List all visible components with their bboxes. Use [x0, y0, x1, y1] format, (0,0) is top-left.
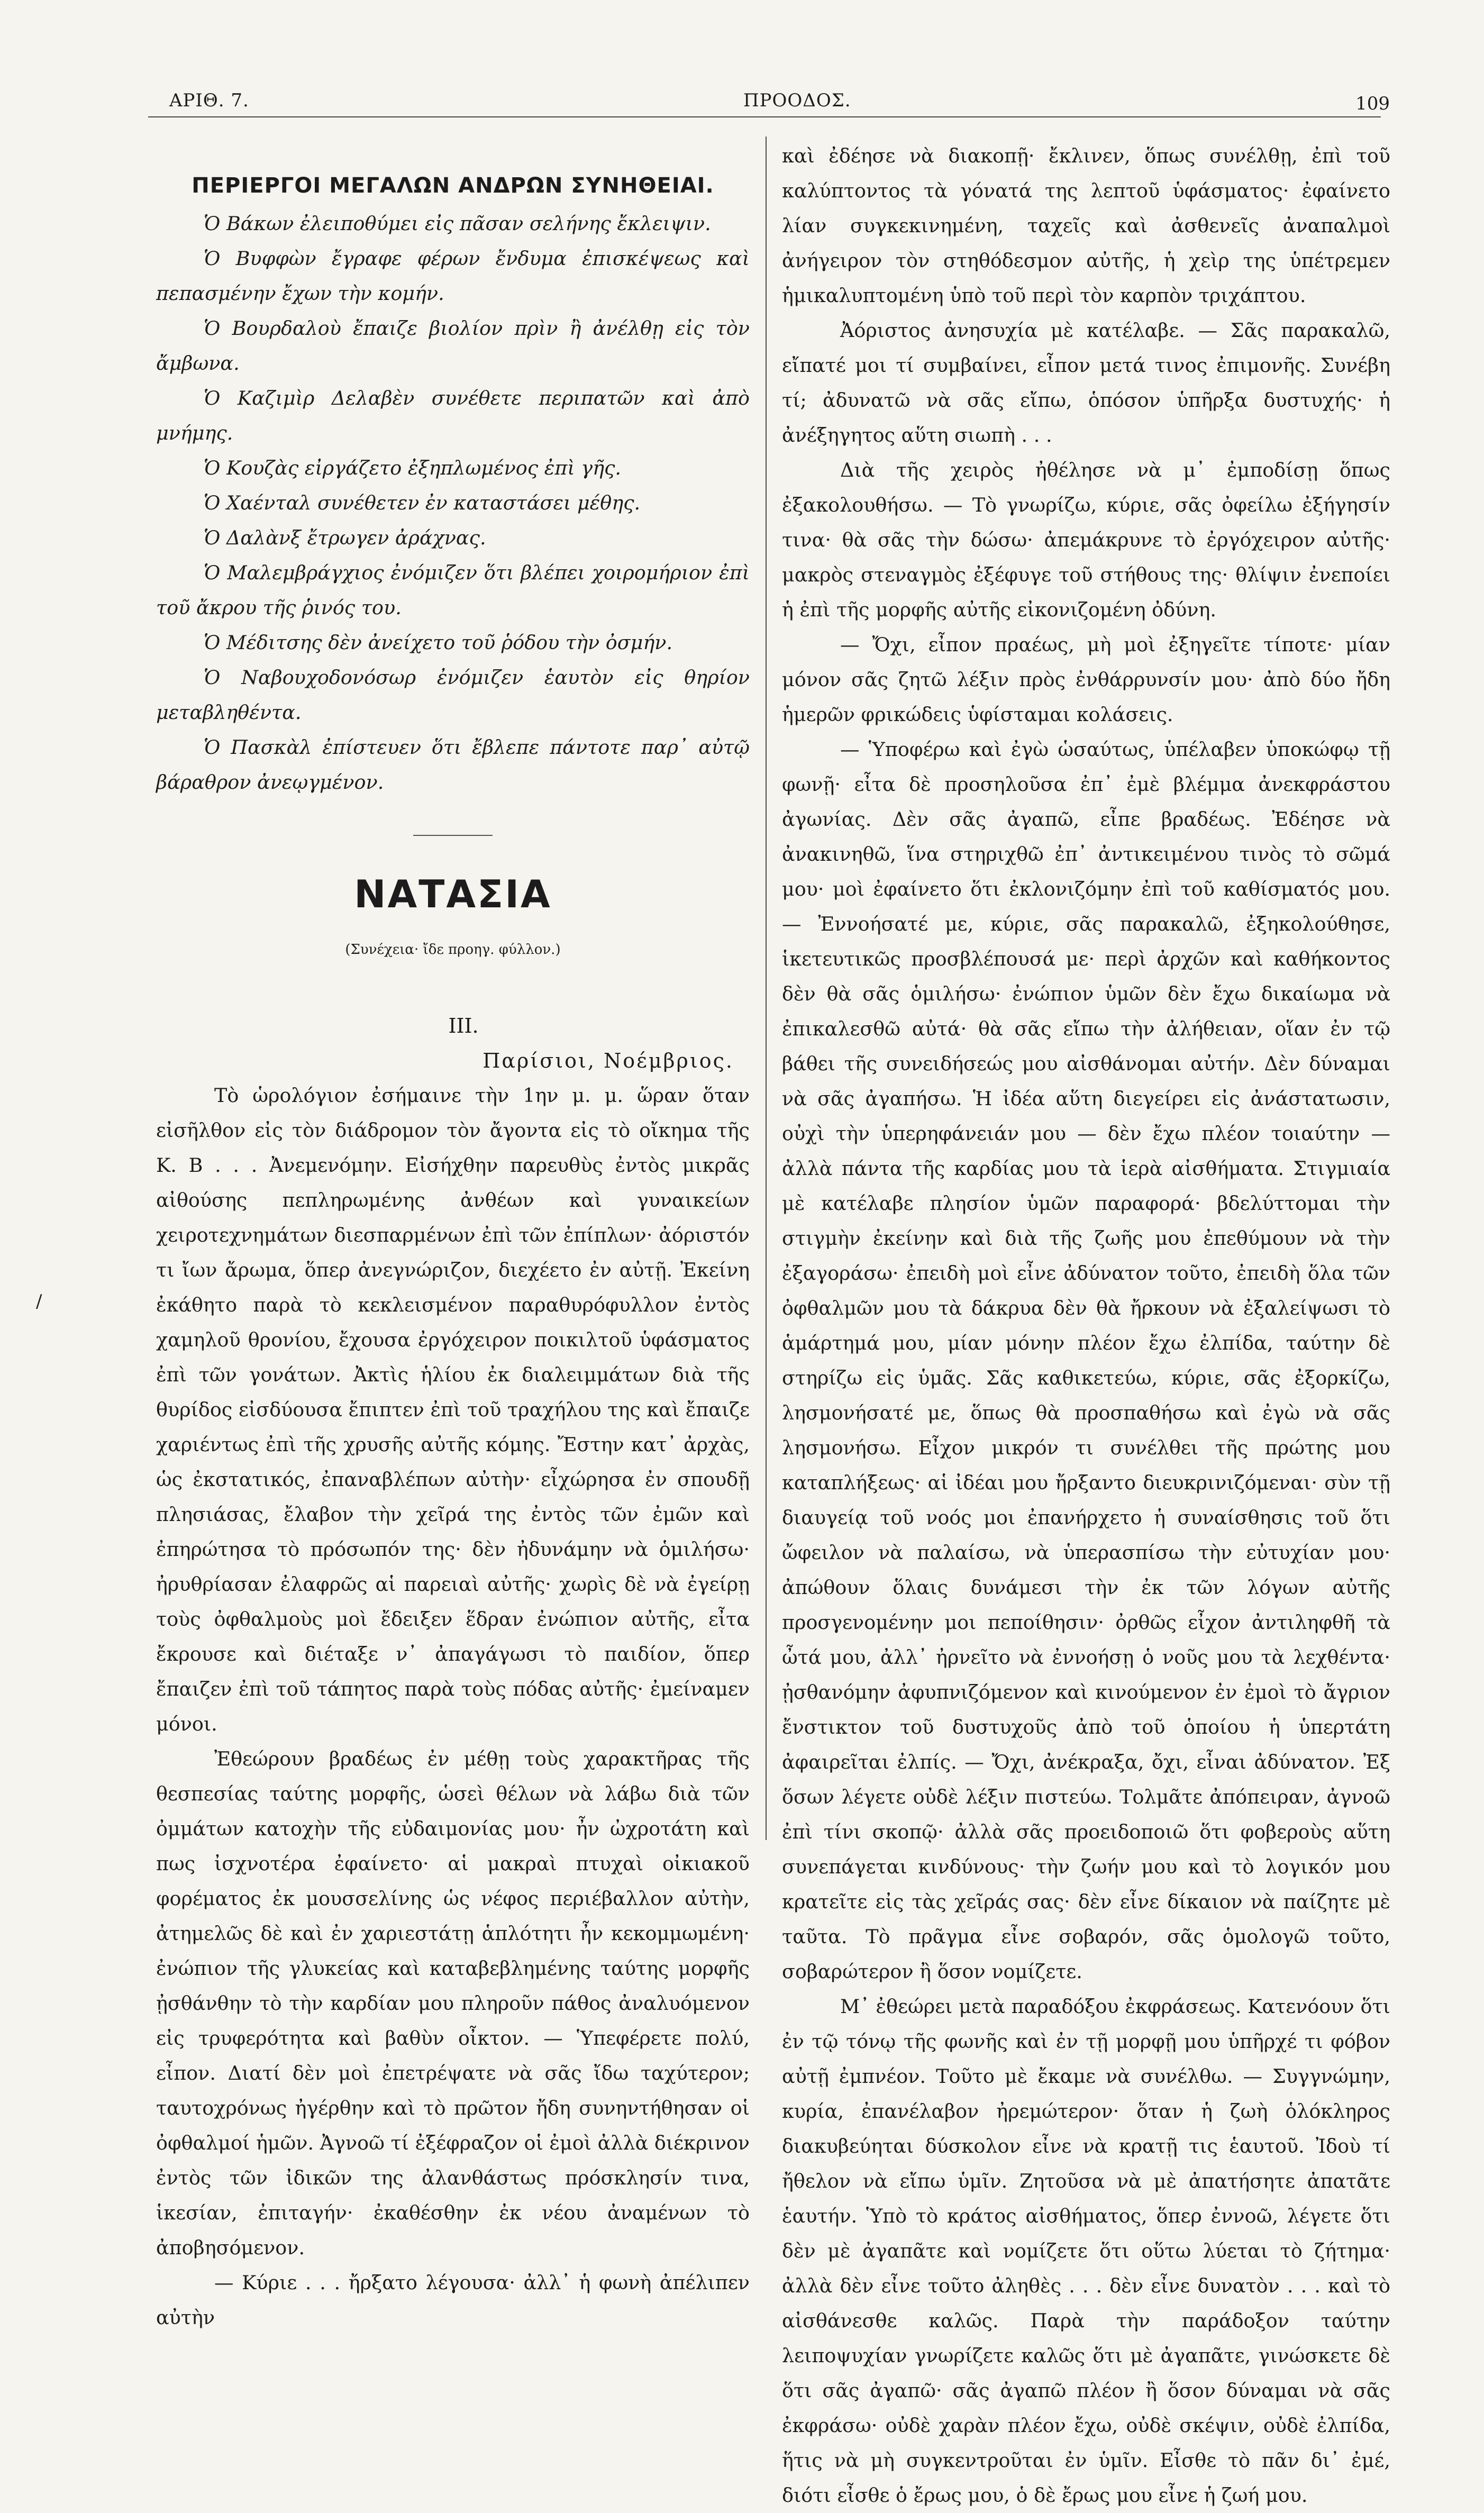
chapter-number: III. [448, 1014, 479, 1037]
place-date: Παρίσιοι, Νοέμβριος. [482, 1049, 734, 1072]
story-paragraph: Ἐθεώρουν βραδέως ἐν μέθῃ τοὺς χαρακτῆρας τῆς θεσπεσίας ταύτης μορφῆς, ὡσεὶ θέλων νὰ λάβω διὰ τῶν ὀμμάτων κατοχὴν τῆς εὐδαιμονίας μου· ἦν ὠχροτάτη καὶ πως ἰσχνοτέρα ἐφαίνετο· αἱ μακραὶ πτυχαὶ οἰκιακοῦ φορέματος ἐκ μουσσελίνης ὡς νέφος περιέβαλλον αὐτὴν, ἀτημελῶς δὲ καὶ ἐν χαριεστάτῃ ἁπλότητι ἦν κεκομμωμένη· ἐνώπιον τῆς γλυκείας καὶ καταβεβλημένης ταύτης μορφῆς ᾐσθάνθην τὸ τὴν καρδίαν μου πληροῦν πάθος ἀναλυόμενον εἰς τρυφερότητα καὶ βαθὺν οἶκτον. — Ὑπεφέρετε πολύ, εἶπον. Διατί δὲν μοὶ ἐπετρέψατε νὰ σᾶς ἴδω ταχύτερον; ταυτοχρόνως ἠγέρθην καὶ τὸ πρῶτον ἤδη συνηντήθησαν οἱ ὀφθαλμοί ἡμῶν. Ἀγνοῶ τί ἐξέφραζον οἱ ἐμοὶ ἀλλὰ διέκρινον ἐντὸς τῶν ἰδικῶν της ἀλανθάστως πρόσκλησίν τινα, ἱκεσίαν, ἐπιταγήν· ἐκαθέσθην ἐκ νέου ἀναμένων τὸ ἀποβησόμενον. [156, 1747, 750, 2259]
story-paragraph: καὶ ἐδέησε νὰ διακοπῇ· ἔκλινεν, ὅπως συνέλθῃ, ἐπὶ τοῦ καλύπτοντος τὰ γόνατά της λεπτοῦ ὑφάσματος· ἐφαίνετο λίαν συγκεκινημένη, ταχεῖς καὶ ἀσθενεῖς ἀναπαλμοὶ ἀνήγειρον τὸν στηθόδεσμον αὐτῆς, ἡ χεὶρ της ὑπέτρεμεν ἡμικαλυπτομένη ὑπὸ τοῦ περὶ τὸν καρπὸν τριχάπτου. [782, 144, 1390, 307]
quote-item: Ὁ Δαλὰνξ ἔτρωγεν ἀράχνας. [204, 526, 486, 549]
quote-item: Ὁ Χαένταλ συνέθετεν ἐν καταστάσει μέθης. [204, 491, 641, 514]
story-title: ΝΑΤΑΣΙΑ [354, 872, 552, 916]
story-paragraph: Ἀόριστος ἀνησυχία μὲ κατέλαβε. — Σᾶς παρακαλῶ, εἴπατέ μοι τί συμβαίνει, εἶπον μετά τινος ἐπιμονῆς. Συνέβη τί; ἀδυνατῶ νὰ σᾶς εἴπω, ὁπόσον ὑπῆρξα δυστυχής· ἡ ἀνέξηγητος αὕτη σιωπὴ . . . [782, 319, 1390, 447]
story-paragraph: — Ὑποφέρω καὶ ἐγὼ ὡσαύτως, ὑπέλαβεν ὑποκώφῳ τῇ φωνῇ· εἶτα δὲ προσηλοῦσα ἐπ᾽ ἐμὲ βλέμμα ἀνεκφράστου ἀγωνίας. Δὲν σᾶς ἀγαπῶ, εἶπε βραδέως. Ἐδέησε νὰ ἀνακινηθῶ, ἵνα στηριχθῶ ἐπ᾽ ἀντικειμένου τινὸς τὸ σῶμά μου· μοὶ ἐφαίνετο ὅτι ἐκλονιζόμην ἐπὶ τοῦ καθίσματός μου. — Ἐννοήσατέ με, κύριε, σᾶς παρακαλῶ, ἐξηκολούθησε, ἱκετευτικῶς προσβλέπουσά με· περὶ ἀρχῶν καὶ καθήκοντος δὲν θὰ σᾶς ὁμιλήσω· ἐνώπιον ὑμῶν δὲν ἔχω δικαίωμα νὰ ἐπικαλεσθῶ αὐτά· θὰ σᾶς εἴπω τὴν ἀλήθειαν, οἵαν ἐν τῷ βάθει τῆς συνειδήσεώς μου αἰσθάνομαι αὐτήν. Δὲν δύναμαι νὰ σᾶς ἀγαπήσω. Ἡ ἰδέα αὕτη διεγείρει εἰς ἀνάστατωσιν, οὐχὶ τὴν ὑπερηφάνειάν μου — δὲν ἔχω πλέον τοιαύτην — ἀλλὰ πάντα τῆς καρδίας μου τὰ ἱερὰ αἰσθήματα. Στιγμιαία μὲ κατέλαβε πλησίον ὑμῶν παραφορά· βδελύττομαι τὴν στιγμὴν ἐκείνην καὶ διὰ τῆς ζωῆς μου ἐπεθύμουν νὰ τὴν ἐξαγοράσω· ἐπειδὴ μοὶ εἶνε ἀδύνατον τοῦτο, ἐπειδὴ ὅλα τῶν ὀφθαλμῶν μου τὰ δάκρυα δὲν θὰ ἤρκουν νὰ ἐξαλείψωσι τὸ ἁμάρτημά μου, μίαν μόνην πλέον ἔχω ἐλπίδα, ταύτην δὲ στηρίζω εἰς ὑμᾶς. Σᾶς καθικετεύω, κύριε, σᾶς ἐξορκίζω, λησμονήσατέ με, ὅπως θὰ προσπαθήσω καὶ ἐγὼ νὰ σᾶς λησμονήσω. Εἶχον μικρόν τι συνέλθει τῆς πρώτης μου καταπλήξεως· αἱ ἰδέαι μου ἤρξαντο διευκρινιζόμεναι· σὺν τῇ διαυγείᾳ τοῦ νοός μοι ἐπανήρχετο ἡ συναίσθησις τοῦ ὅτι ὤφειλον νὰ παλαίσω, νὰ ὑπερασπίσω τὴν εὐτυχίαν μου· ἀπώθουν ὅλαις δυνάμεσι τὴν ἐκ τῶν λόγων αὐτῆς προσγενομένην μοι πεποίθησιν· ὀρθῶς εἶχον ἀντιληφθῆ τὰ ὦτά μου, ἀλλ᾽ ἠρνεῖτο νὰ ἐννοήσῃ ὁ νοῦς μου τὰ λεχθέντα· ᾐσθανόμην ἀφυπνιζόμενον καὶ κινούμενον ἐν ἐμοὶ τὸ ἄγριον ἔνστικτον τοῦ δυστυχοῦς ἀπὸ τοῦ ὁποίου ἡ ὑπερτάτη ἀφαιρεῖται ἐλπίς. — Ὄχι, ἀνέκραξα, ὄχι, εἶναι ἀδύνατον. Ἐξ ὅσων λέγετε οὐδὲ λέξιν πιστεύω. Τολμᾶτε ἀπόπειραν, ἀγνοῶ ἐπὶ τίνι σκοπῷ· ἀλλὰ σᾶς προειδοποιῶ ὅτι φοβεροὺς αὕτη συνεπάγεται κινδύνους· τὴν ζωήν μου καὶ τὸ λογικόν μου κρατεῖτε εἰς τὰς χεῖράς σας· δὲν εἶνε δίκαιον νὰ παίζητε μὲ ταῦτα. Τὸ πρᾶγμα εἶνε σοβαρόν, σᾶς ὁμολογῶ τοῦτο, σοβαρώτερον ἢ ὅσον νομίζετε. [782, 738, 1390, 1983]
right-column [782, 139, 1390, 2513]
column-rule [766, 136, 767, 1840]
story-paragraph: — Κύριε . . . ἤρξατο λέγουσα· ἀλλ᾽ ἡ φωνὴ ἀπέλιπεν αὐτὴν [156, 2271, 750, 2329]
journal-title: ΠΡΟΟΔΟΣ. [743, 90, 851, 111]
issue-number: ΑΡΙΘ. 7. [169, 90, 249, 111]
quote-item: Ὁ Βυφφὼν ἔγραφε φέρων ἔνδυμα ἐπισκέψεως καὶ πεπασμένην ἔχων τὴν κομήν. [156, 247, 750, 305]
story-note: (Συνέχεια· ἴδε προηγ. φύλλον.) [345, 942, 561, 958]
section-divider [413, 835, 493, 836]
quote-item: Ὁ Βάκων ἐλειποθύμει εἰς πᾶσαν σελήνης ἔκλειψιν. [204, 212, 711, 235]
quote-item: Ὁ Μέδιτσης δὲν ἀνείχετο τοῦ ῥόδου τὴν ὀσμήν. [204, 631, 673, 654]
quote-item: Ὁ Κουζὰς εἰργάζετο ἐξηπλωμένος ἐπὶ γῆς. [204, 457, 622, 479]
quote-item: Ὁ Μαλεμβράγχιος ἐνόμιζεν ὅτι βλέπει χοιρομήριον ἐπὶ τοῦ ἄκρου τῆς ῥινός του. [156, 561, 750, 619]
story-paragraph: Τὸ ὡρολόγιον ἐσήμαινε τὴν 1ην μ. μ. ὥραν ὅταν εἰσῆλθον εἰς τὸν διάδρομον τὸν ἄγοντα εἰς τὸ οἴκημα τῆς Κ. Β . . . Ἀνεμενόμην. Εἰσήχθην παρευθὺς ἐντὸς μικρᾶς αἰθούσης πεπληρωμένης ἀνθέων καὶ γυναικείων χειροτεχνημάτων διεσπαρμένων ἐπὶ τῶν ἐπίπλων· ἀόριστόν τι ἴων ἄρωμα, ὅπερ ἀνεγνώριζον, διεχέετο ἐν αὐτῇ. Ἐκείνη ἐκάθητο παρὰ τὸ κεκλεισμένον παραθυρόφυλλον ἐντὸς χαμηλοῦ θρονίου, ἔχουσα ἐργόχειρον ποικιλτοῦ ὑφάσματος ἐπὶ τῶν γονάτων. Ἀκτὶς ἡλίου ἐκ διαλειμμάτων διὰ τῆς θυρίδος εἰσδύουσα ἔπιπτεν ἐπὶ τοῦ τραχήλου της καὶ ἔπαιζε χαριέντως ἐπὶ τῆς χρυσῆς αὐτῆς κόμης. Ἔστην κατ᾽ ἀρχὰς, ὡς ἐκστατικός, ἐπαναβλέπων αὐτὴν· εἶχώρησα ἐν σπουδῇ πλησιάσας, ἔλαβον τὴν χεῖρά της ἐντὸς τῶν ἐμῶν καὶ ἐπηρώτησα τὸ πρόσωπόν της· δὲν ἠδυνάμην νὰ ὁμιλήσω· ἠρυθρίασαν ἐλαφρῶς αἱ παρειαὶ αὐτῆς· χωρὶς δὲ νὰ ἐγείρῃ τοὺς ὀφθαλμοὺς μοὶ ἔδειξεν ἕδραν ἐνώπιον αὐτῆς, εἶτα ἔκρουσε καὶ διέταξε ν᾽ ἀπαγάγωσι τὸ παιδίον, ὅπερ ἔπαιζεν ἐπὶ τοῦ τάπητος παρὰ τοὺς πόδας αὐτῆς· ἐμείναμεν μόνοι. [156, 1084, 750, 1735]
story-paragraph: Μ᾽ ἐθεώρει μετὰ παραδόξου ἐκφράσεως. Κατενόουν ὅτι ἐν τῷ τόνῳ τῆς φωνῆς καὶ ἐν τῇ μορφῇ μου ὑπῆρχέ τι φόβον αὐτῇ ἐμπνέον. Τοῦτο μὲ ἔκαμε νὰ συνέλθω. — Συγγνώμην, κυρία, ἐπανέλαβον ἠρεμώτερον· ὅταν ἡ ζωὴ ὁλόκληρος διακυβεύηται δύσκολον εἶνε νὰ κρατῇ τις ἑαυτοῦ. Ἰδοὺ τί ἤθελον νὰ εἴπω ὑμῖν. Ζητοῦσα νὰ μὲ ἀπατήσητε ἀπατᾶτε ἑαυτήν. Ὑπὸ τὸ κράτος αἰσθήματος, ὅπερ ἐννοῶ, λέγετε ὅτι δὲν μὲ ἀγαπᾶτε καὶ νομίζετε ὅτι οὕτω λύεται τὸ ζήτημα· ἀλλὰ δὲν εἶνε τοῦτο ἀληθὲς . . . δὲν εἶνε δυνατὸν . . . καὶ τὸ αἰσθάνεσθε καλῶς. Παρὰ τὴν παράδοξον ταύτην λειποψυχίαν γνωρίζετε καλῶς ὅτι μὲ ἀγαπᾶτε, γινώσκετε δὲ ὅτι σᾶς ἀγαπῶ· σᾶς ἀγαπῶ πλέον ἢ ὅσον δύναμαι νὰ σᾶς ἐκφράσω· οὐδὲ χαρὰν πλέον ἔχω, οὐδὲ σκέψιν, οὐδὲ ἐλπίδα, ἥτις νὰ μὴ συγκεντροῦται ἐν ὑμῖν. Εἶσθε τὸ πᾶν δι᾽ ἐμέ, διότι εἶσθε ὁ ἔρως μου, ὁ δὲ ἔρως μου εἶνε ἡ ζωή μου. [782, 1995, 1390, 2507]
story-paragraph: Διὰ τῆς χειρὸς ἠθέλησε νὰ μ᾽ ἐμποδίσῃ ὅπως ἐξακολουθήσω. — Τὸ γνωρίζω, κύριε, σᾶς ὀφείλω ἐξήγησίν τινα· θὰ σᾶς τὴν δώσω· ἀπεμάκρυνε τὸ ἐργόχειρον αὐτῆς· μακρὸς στεναγμὸς ἐξέφυγε τοῦ στήθους της· θλίψιν ἐνεποίει ἡ ἐπὶ τῆς μορφῆς αὐτῆς εἰκονιζομένη ὀδύνη. [782, 459, 1390, 621]
quote-item: Ὁ Βουρδαλοὺ ἔπαιζε βιολίον πρὶν ἢ ἀνέλθῃ εἰς τὸν ἄμβωνα. [156, 317, 750, 375]
quote-item: Ὁ Πασκὰλ ἐπίστευεν ὅτι ἔβλεπε πάντοτε παρ᾽ αὐτῷ βάραθρον ἀνεῳγμένον. [156, 736, 750, 794]
quote-item: Ὁ Καζιμὶρ Δελαβὲν συνέθετε περιπατῶν καὶ ἀπὸ μνήμης. [156, 387, 750, 444]
header-rule [148, 116, 1381, 117]
left-column [156, 143, 750, 2335]
quotes-list [156, 206, 750, 800]
margin-mark: / [36, 1291, 42, 1312]
quote-item: Ὁ Ναβουχοδονόσωρ ἐνόμιζεν ἑαυτὸν εἰς θηρίον μεταβληθέντα. [156, 666, 750, 724]
page-number: 109 [1355, 93, 1390, 114]
story-paragraph: — Ὄχι, εἶπον πραέως, μὴ μοὶ ἐξηγεῖτε τίποτε· μίαν μόνον σᾶς ζητῶ λέξιν πρὸς ἐνθάρρυνσίν μου· ἀπὸ δύο ἤδη ἡμερῶν φρικώδεις ὑφίσταμαι κολάσεις. [782, 633, 1390, 726]
page-header [169, 74, 1390, 116]
section-title: ΠΕΡΙΕΡΓΟΙ ΜΕΓΑΛΩΝ ΑΝΔΡΩΝ ΣΥΝΗΘΕΙΑΙ. [192, 174, 714, 198]
